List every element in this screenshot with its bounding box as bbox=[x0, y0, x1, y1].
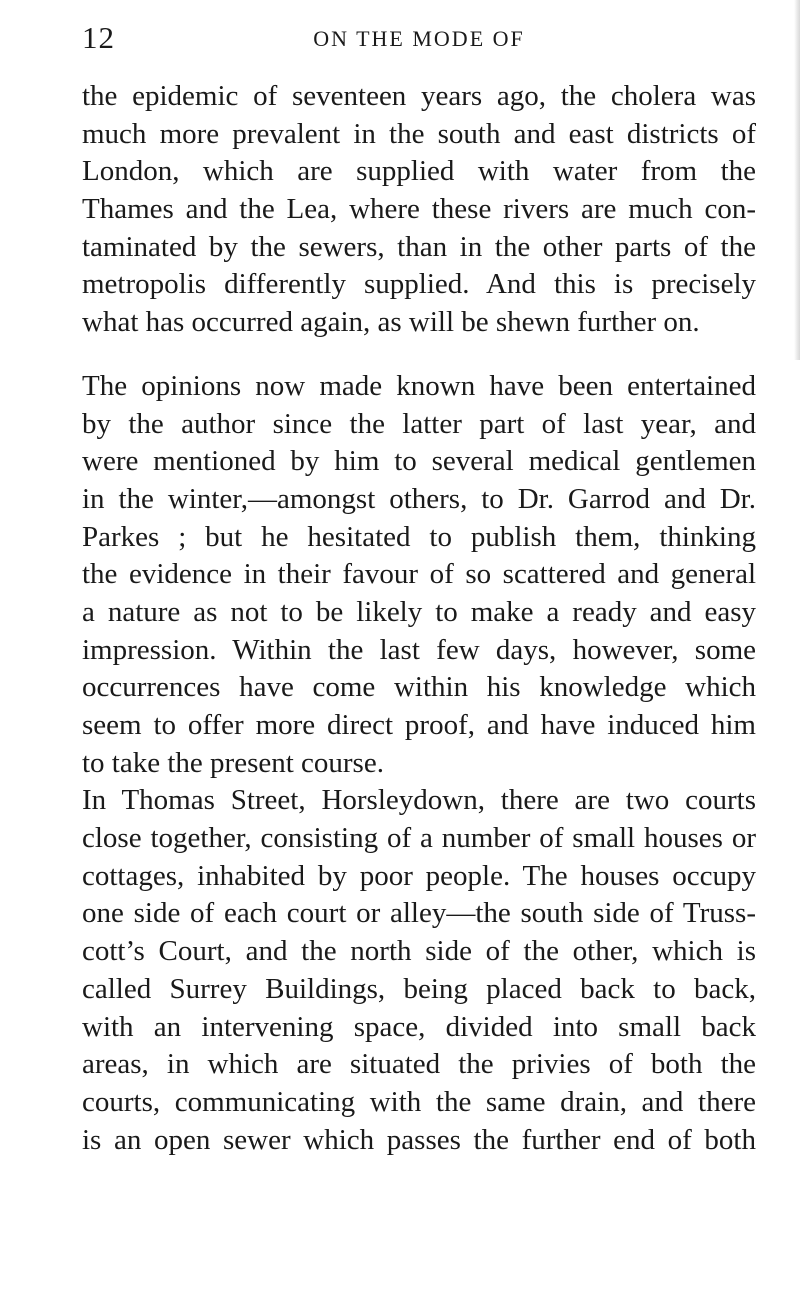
text-line: Parkes ; but he hesitated to publish them, thinking bbox=[82, 520, 756, 553]
text-line: were mentioned by him to several medical gentlemen bbox=[82, 445, 756, 478]
text-line: called Surrey Buildings, being placed back to back, bbox=[82, 972, 756, 1005]
paragraph-1 bbox=[82, 78, 756, 342]
page-number: 12 bbox=[82, 20, 115, 55]
paragraph-3 bbox=[82, 782, 756, 1159]
text-line: what has occurred again, as will be shewn further on. bbox=[82, 306, 700, 339]
text-line: occurrences have come within his knowledge which bbox=[82, 671, 756, 704]
text-line: impression. Within the last few days, however, some bbox=[82, 633, 756, 666]
paragraph-gap bbox=[82, 342, 756, 368]
text-line: by the author since the latter part of last year, and bbox=[82, 407, 756, 440]
text-line: In Thomas Street, Horsleydown, there are two courts bbox=[82, 784, 756, 817]
page-edge-shadow bbox=[794, 0, 800, 360]
text-line: the evidence in their favour of so scattered and general bbox=[82, 558, 756, 591]
text-line: much more prevalent in the south and east districts of bbox=[82, 117, 756, 150]
text-line: London, which are supplied with water from the bbox=[82, 155, 756, 188]
text-line: areas, in which are situated the privies of both the bbox=[82, 1048, 756, 1081]
text-line: with an intervening space, divided into small back bbox=[82, 1010, 756, 1043]
body-text bbox=[82, 78, 756, 1159]
text-line: metropolis differently supplied. And this is precisely bbox=[82, 268, 756, 301]
text-line: close together, consisting of a number of small houses or bbox=[82, 822, 756, 855]
page-header bbox=[82, 20, 756, 60]
text-line: the epidemic of seventeen years ago, the cholera was bbox=[82, 80, 756, 112]
paragraph-2 bbox=[82, 368, 756, 783]
text-line: cottages, inhabited by poor people. The houses occupy bbox=[82, 859, 756, 892]
text-line: a nature as not to be likely to make a ready and easy bbox=[82, 595, 756, 628]
text-line: seem to offer more direct proof, and have induced him bbox=[82, 709, 756, 741]
text-line: courts, communicating with the same drain, and there bbox=[82, 1085, 756, 1118]
text-line: The opinions now made known have been entertained bbox=[82, 369, 756, 402]
text-line: in the winter,—amongst others, to Dr. Garrod and Dr. bbox=[82, 482, 756, 515]
text-line: cott’s Court, and the north side of the other, which is bbox=[82, 935, 756, 968]
text-line: to take the present course. bbox=[82, 746, 384, 779]
text-line: is an open sewer which passes the further end of both bbox=[82, 1123, 756, 1156]
text-line: one side of each court or alley—the south side of Truss- bbox=[82, 897, 756, 930]
text-line: Thames and the Lea, where these rivers are much con- bbox=[82, 193, 756, 226]
running-head: ON THE MODE OF bbox=[313, 26, 525, 51]
text-line: taminated by the sewers, than in the other parts of the bbox=[82, 230, 756, 263]
